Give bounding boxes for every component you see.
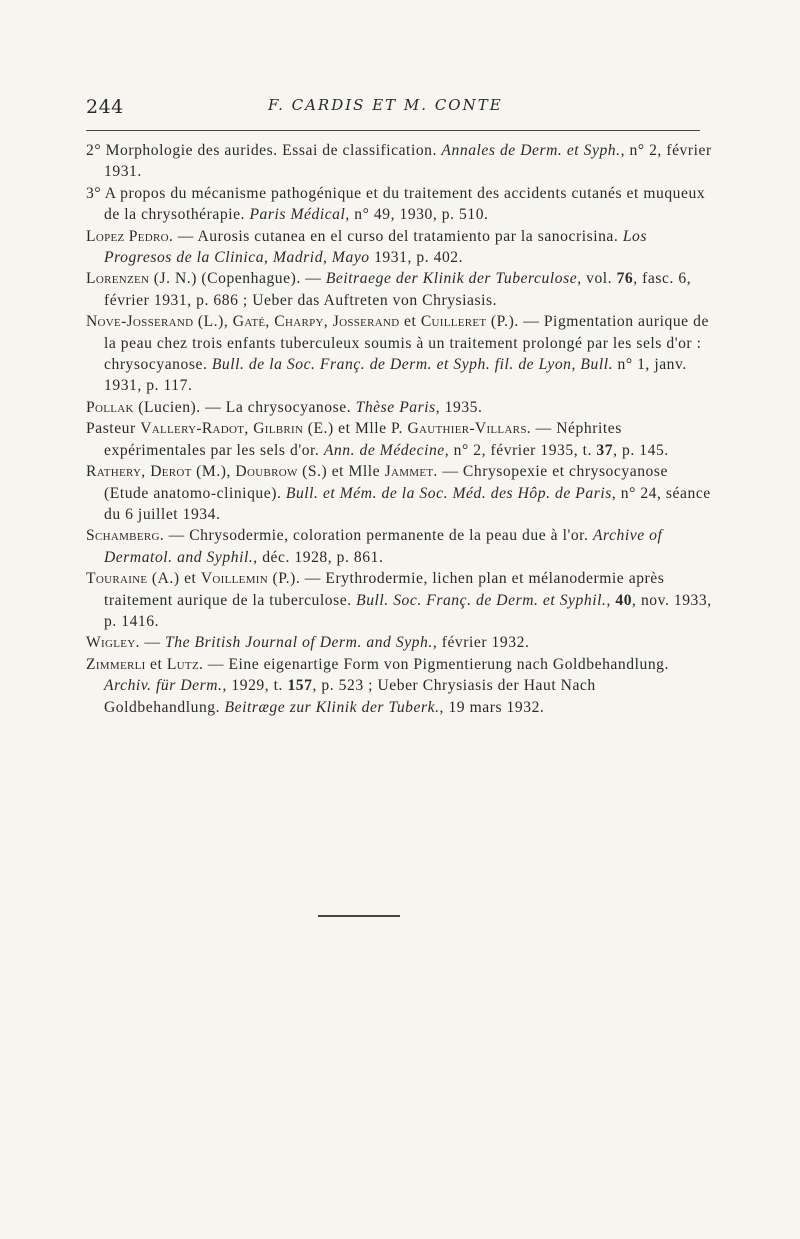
- journal-title: Bull. de la Soc. Franç. de Derm. et Syph. fil. de Lyon, Bull.: [211, 356, 614, 374]
- reference-text: (M.),: [191, 463, 236, 481]
- author-name: Touraine: [86, 570, 148, 588]
- reference-text: . — Chrysodermie, coloration permanente de la peau due à l'or.: [159, 527, 593, 545]
- reference-text: , n° 2, février 1931.: [104, 142, 712, 181]
- reference-text: . — Aurosis cutanea en el curso del tratamiento par la sanocrisina.: [168, 227, 623, 245]
- reference-text: , p. 145.: [613, 441, 669, 459]
- reference-text: (L.),: [193, 313, 233, 331]
- journal-title: Archiv. für Derm.: [104, 677, 223, 695]
- reference-text: , fasc. 6, février 1931, p. 686 ; Ueber das Auftreten von Chrysiasis.: [104, 270, 692, 309]
- author-name: Wigley: [86, 634, 136, 652]
- volume-number: 40: [615, 591, 633, 609]
- journal-title: Bull. Soc. Franç. de Derm. et Syphil.: [356, 591, 607, 609]
- author-name: Doubrow: [235, 463, 298, 481]
- reference-entry: [86, 268, 712, 311]
- reference-entry: [86, 183, 712, 226]
- reference-text: ,: [265, 313, 275, 331]
- reference-text: . —: [135, 634, 166, 652]
- journal-title: Beitræge zur Klinik der Tuberk.: [224, 698, 440, 716]
- reference-entry: [86, 311, 712, 397]
- journal-title: Archive of Dermatol. and Syphil.: [104, 527, 663, 566]
- reference-text: ,: [141, 463, 151, 481]
- reference-text: (Lucien). — La chrysocyanose.: [133, 398, 356, 416]
- volume-number: 76: [616, 270, 634, 288]
- reference-text: (S.) et Mlle: [297, 463, 385, 481]
- reference-text: (E.) et Mlle P.: [303, 420, 408, 438]
- journal-title: Ann. de Médecine: [323, 441, 445, 459]
- reference-entry: [86, 397, 712, 418]
- author-name: Gauthier-Villars: [407, 420, 527, 438]
- reference-text: 2° Morphologie des aurides. Essai de classification.: [86, 142, 442, 159]
- author-name: Schamberg: [86, 527, 160, 545]
- reference-text: , n° 2, février 1935, t.: [444, 441, 597, 459]
- volume-number: 37: [596, 441, 614, 459]
- journal-title: The British Journal of Derm. and Syph.: [165, 634, 433, 652]
- author-name: Pollak: [86, 398, 134, 416]
- reference-text: . — Néphrites expérimentales par les sels d'or.: [104, 420, 622, 459]
- reference-text: , 1929, t.: [222, 677, 288, 695]
- reference-text: , nov. 1933, p. 1416.: [104, 591, 712, 630]
- volume-number: 157: [287, 677, 313, 695]
- author-name: Nove-Josserand: [86, 313, 194, 331]
- reference-entry: [86, 654, 712, 718]
- reference-text: . — Chrysopexie et chrysocyanose (Etude anatomo-clinique).: [104, 463, 668, 502]
- reference-text: Pasteur: [86, 420, 141, 438]
- author-name: Lorenzen: [86, 270, 150, 288]
- references-list: [86, 140, 712, 718]
- reference-text: n° 1, janv. 1931, p. 117.: [104, 356, 687, 395]
- reference-text: , n° 24, séance du 6 juillet 1934.: [104, 484, 711, 523]
- journal-title: Annales de Derm. et Syph.: [441, 142, 621, 159]
- author-name: Rathery: [86, 463, 142, 481]
- reference-text: ,: [323, 313, 333, 331]
- reference-entry: [86, 632, 712, 653]
- journal-title: Paris Médical: [249, 206, 346, 224]
- journal-title: Bull. et Mém. de la Soc. Méd. des Hôp. de Paris: [285, 484, 612, 502]
- reference-entry: [86, 461, 712, 525]
- journal-title: Thèse Paris: [355, 398, 436, 416]
- author-name: Voillemin: [200, 570, 268, 588]
- reference-text: , n° 49, 1930, p. 510.: [345, 206, 489, 224]
- reference-entry: [86, 140, 712, 183]
- reference-text: (A.) et: [147, 570, 201, 588]
- reference-text: , février 1932.: [432, 634, 530, 652]
- journal-title: Los Progresos de la Clinica, Madrid, Mayo: [104, 227, 648, 267]
- header-rule: [86, 130, 700, 131]
- page-number: 244: [86, 96, 124, 118]
- author-name: Jammet: [384, 463, 434, 481]
- author-name: Vallery-Radot: [140, 420, 245, 438]
- reference-entry: [86, 568, 712, 632]
- reference-entry: [86, 226, 712, 269]
- author-name: Cuilleret: [420, 313, 487, 331]
- reference-text: , 1935.: [435, 398, 483, 416]
- end-rule: [318, 915, 400, 917]
- reference-text: (P.). — Pigmentation aurique de la peau chez trois enfants tuberculeux soumis à un traitement prolongé par les sels d'or : chrysocyanose.: [104, 313, 709, 374]
- author-name: Derot: [150, 463, 192, 481]
- reference-text: ,: [606, 591, 616, 609]
- reference-text: , 19 mars 1932.: [439, 698, 545, 716]
- author-name: Gaté: [232, 313, 266, 331]
- reference-text: (J. N.) (Copenhague). —: [149, 270, 326, 288]
- reference-text: , p. 523 ; Ueber Chrysiasis der Haut Nach Goldbehandlung.: [104, 677, 596, 716]
- author-name: Gilbrin: [253, 420, 304, 438]
- reference-text: et: [145, 655, 167, 673]
- reference-entry: [86, 418, 712, 461]
- journal-title: Beitraege der Klinik der Tuberculose: [325, 270, 578, 288]
- reference-text: (P.). — Erythrodermie, lichen plan et mélanodermie après traitement aurique de la tuberculose.: [104, 570, 665, 609]
- author-name: Josserand: [332, 313, 400, 331]
- reference-text: ,: [244, 420, 254, 438]
- reference-text: et: [399, 313, 421, 331]
- reference-text: . — Eine eigenartige Form von Pigmentierung nach Goldbehandlung.: [198, 655, 669, 673]
- reference-text: , vol.: [577, 270, 617, 288]
- reference-entry: [86, 525, 712, 568]
- author-name: Zimmerli: [86, 655, 146, 673]
- running-head: F. CARDIS ET M. CONTE: [268, 96, 503, 114]
- reference-text: 3° A propos du mécanisme pathogénique et du traitement des accidents cutanés et muqueux de la chrysothérapie.: [86, 184, 706, 224]
- author-name: Charpy: [274, 313, 324, 331]
- author-name: Lutz: [166, 655, 199, 673]
- author-name: Lopez Pedro: [86, 227, 169, 245]
- reference-text: 1931, p. 402.: [369, 249, 464, 267]
- reference-text: , déc. 1928, p. 861.: [253, 548, 384, 566]
